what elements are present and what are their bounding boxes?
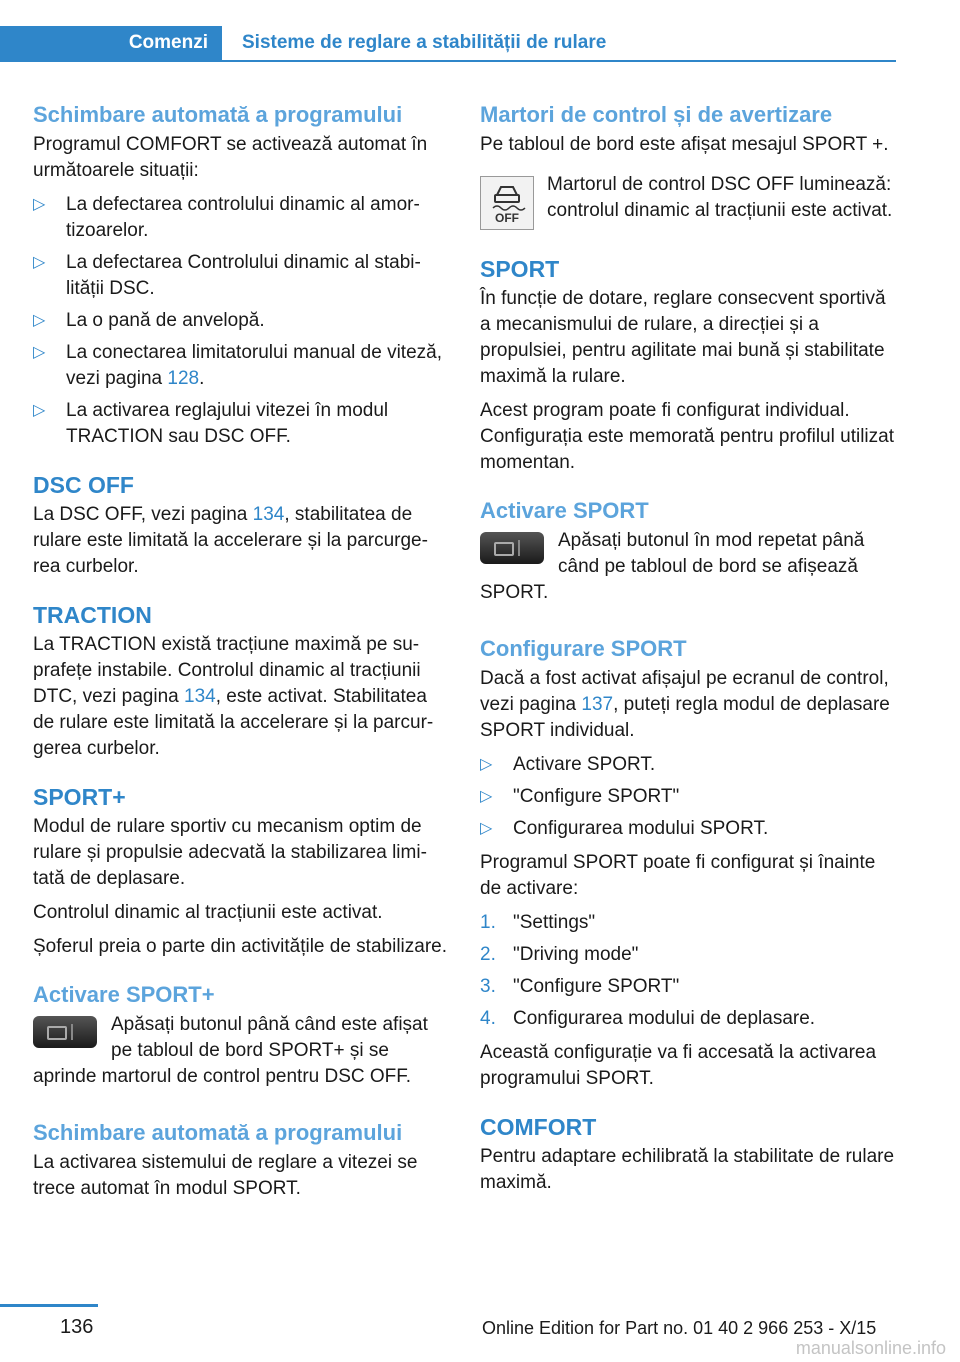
edition-text: Online Edition for Part no. 01 40 2 966 253 - X/15 <box>482 1318 877 1338</box>
indicators-heading: Martori de control și de avertizare <box>480 102 833 127</box>
dsc-off-warning-icon <box>480 176 534 230</box>
list-item: 3. "Configure SPORT" <box>480 976 680 997</box>
sport-heading: SPORT <box>480 256 560 282</box>
list-item: ▷ La o pană de anvelopă. <box>33 308 448 334</box>
list-item: 1. "Settings" <box>480 912 596 933</box>
list-item: ▷ La activarea reglajului vitezei în modul TRACTION sau DSC OFF. <box>33 400 389 447</box>
auto-switch-intro: Programul COMFORT se activează automat în următoarele situații: <box>33 134 428 181</box>
configure-sport-text-3: Această configurație va fi accesată la activarea programului SPORT. <box>480 1042 877 1089</box>
page-link[interactable]: 137 <box>581 694 614 715</box>
auto-switch-list <box>33 192 448 450</box>
sport-text-1: În funcție de dotare, reglare consecvent sportivă a mecanismului de rulare, a direcției și a propulsiei, pentru agilitate mai bună și stabilitate maximă la rulare. <box>480 288 886 387</box>
page-link[interactable]: 134 <box>252 504 285 525</box>
sport-plus-text-2: Controlul dinamic al tracțiunii este activat. <box>33 902 383 923</box>
configure-sport-text-2: Programul SPORT poate fi configurat și înainte de activare: <box>480 852 876 899</box>
right-column <box>480 100 895 1204</box>
triangle-bullet-icon: ▷ <box>480 756 493 773</box>
sport-text-2: Acest program poate fi configurat individual. Configurația este memorată pentru profilul utilizat momentan. <box>480 400 894 473</box>
list-item: ▷ La defectarea Controlului dinamic al stabilității DSC. <box>33 252 421 299</box>
dsc-off-indicator-block <box>480 172 895 234</box>
triangle-bullet-icon: ▷ <box>33 196 46 213</box>
page-link[interactable]: 134 <box>184 686 216 707</box>
activate-sport-block <box>480 528 895 614</box>
driving-mode-button-icon <box>480 532 544 564</box>
off-label: OFF <box>495 211 519 225</box>
activate-sport-plus-heading: Activare SPORT+ <box>33 982 215 1007</box>
driving-mode-button-icon <box>33 1016 97 1048</box>
page-number: 136 <box>60 1316 94 1338</box>
comfort-text: Pentru adaptare echilibrată la stabilitate de rulare maximă. <box>480 1146 895 1193</box>
dsc-off-heading: DSC OFF <box>33 472 134 498</box>
configure-sport-text: Dacă a fost activat afișajul pe ecranul de control, vezi pagina 137, puteți regla modul de deplasare SPORT individual. <box>480 668 890 741</box>
activate-sport-plus-text: Apăsați butonul până când este afișat pe tabloul de bord SPORT+ și se aprinde martorul de control pentru DSC OFF. <box>33 1014 428 1087</box>
auto-switch-text-2: La activarea sistemului de reglare a vitezei se trece automat în modul SPORT. <box>33 1152 418 1199</box>
triangle-bullet-icon: ▷ <box>33 254 46 271</box>
triangle-bullet-icon: ▷ <box>33 312 46 329</box>
activate-sport-heading: Activare SPORT <box>480 498 649 523</box>
list-item: 4. Configurarea modului de deplasare. <box>480 1008 816 1029</box>
indicators-text-1: Pe tabloul de bord este afișat mesajul SPORT +. <box>480 134 889 155</box>
sport-plus-text-3: Șoferul preia o parte din activitățile de stabilizare. <box>33 936 448 957</box>
dsc-off-text: La DSC OFF, vezi pagina 134, stabilitatea de rulare este limitată la accelerare și la parcurgerea curbelor. <box>33 504 428 577</box>
triangle-bullet-icon: ▷ <box>33 402 46 419</box>
triangle-bullet-icon: ▷ <box>480 820 493 837</box>
page-link[interactable]: 128 <box>167 368 200 389</box>
auto-switch-heading-2: Schimbare automată a programului <box>33 1120 403 1145</box>
list-item: ▷ La defectarea controlului dinamic al amortizoarelor. <box>33 194 420 241</box>
indicators-text-2: Martorul de control DSC OFF luminează: controlul dinamic al tracțiunii este activat. <box>547 174 893 221</box>
list-item: ▷ Activare SPORT. <box>480 752 895 778</box>
list-item: 2. "Driving mode" <box>480 944 639 965</box>
auto-switch-heading: Schimbare automată a programului <box>33 102 403 127</box>
list-item: ▷ Configurarea modului SPORT. <box>480 816 895 842</box>
sport-plus-heading: SPORT+ <box>33 784 126 810</box>
list-item: ▷ "Configure SPORT" <box>480 784 895 810</box>
left-column <box>33 100 448 1210</box>
triangle-bullet-icon: ▷ <box>480 788 493 805</box>
section-tab: Comenzi <box>0 26 222 60</box>
settings-steps-list <box>480 910 895 1032</box>
sport-plus-text-1: Modul de rulare sportiv cu mecanism optim de rulare și propulsie adecvată la stabilizarea limitată de deplasare. <box>33 816 427 889</box>
configure-sport-heading: Configurare SPORT <box>480 636 687 661</box>
chapter-title: Sisteme de reglare a stabilității de rulare <box>242 32 607 53</box>
configure-sport-list <box>480 752 895 842</box>
comfort-heading: COMFORT <box>480 1114 597 1140</box>
activate-sport-plus-block <box>33 1012 448 1098</box>
traction-heading: TRACTION <box>33 602 152 628</box>
footer-rule <box>0 1304 98 1307</box>
watermark: manualsonline.info <box>795 1338 946 1358</box>
triangle-bullet-icon: ▷ <box>33 344 46 361</box>
traction-text: La TRACTION există tracțiune maximă pe suprafețe instabile. Controlul dinamic al tracțiunii DTC, vezi pagina 134, este activat. Stabilitatea de rulare este limitată la accelerare și la parcurgerea curbelor. <box>33 634 434 759</box>
list-item: ▷ La conectarea limitatorului manual de viteză, vezi pagina 128. <box>33 342 442 389</box>
activate-sport-text: Apăsați butonul în mod repetat până când pe tabloul de bord se afișează SPORT. <box>480 530 865 603</box>
page-header <box>0 26 896 62</box>
